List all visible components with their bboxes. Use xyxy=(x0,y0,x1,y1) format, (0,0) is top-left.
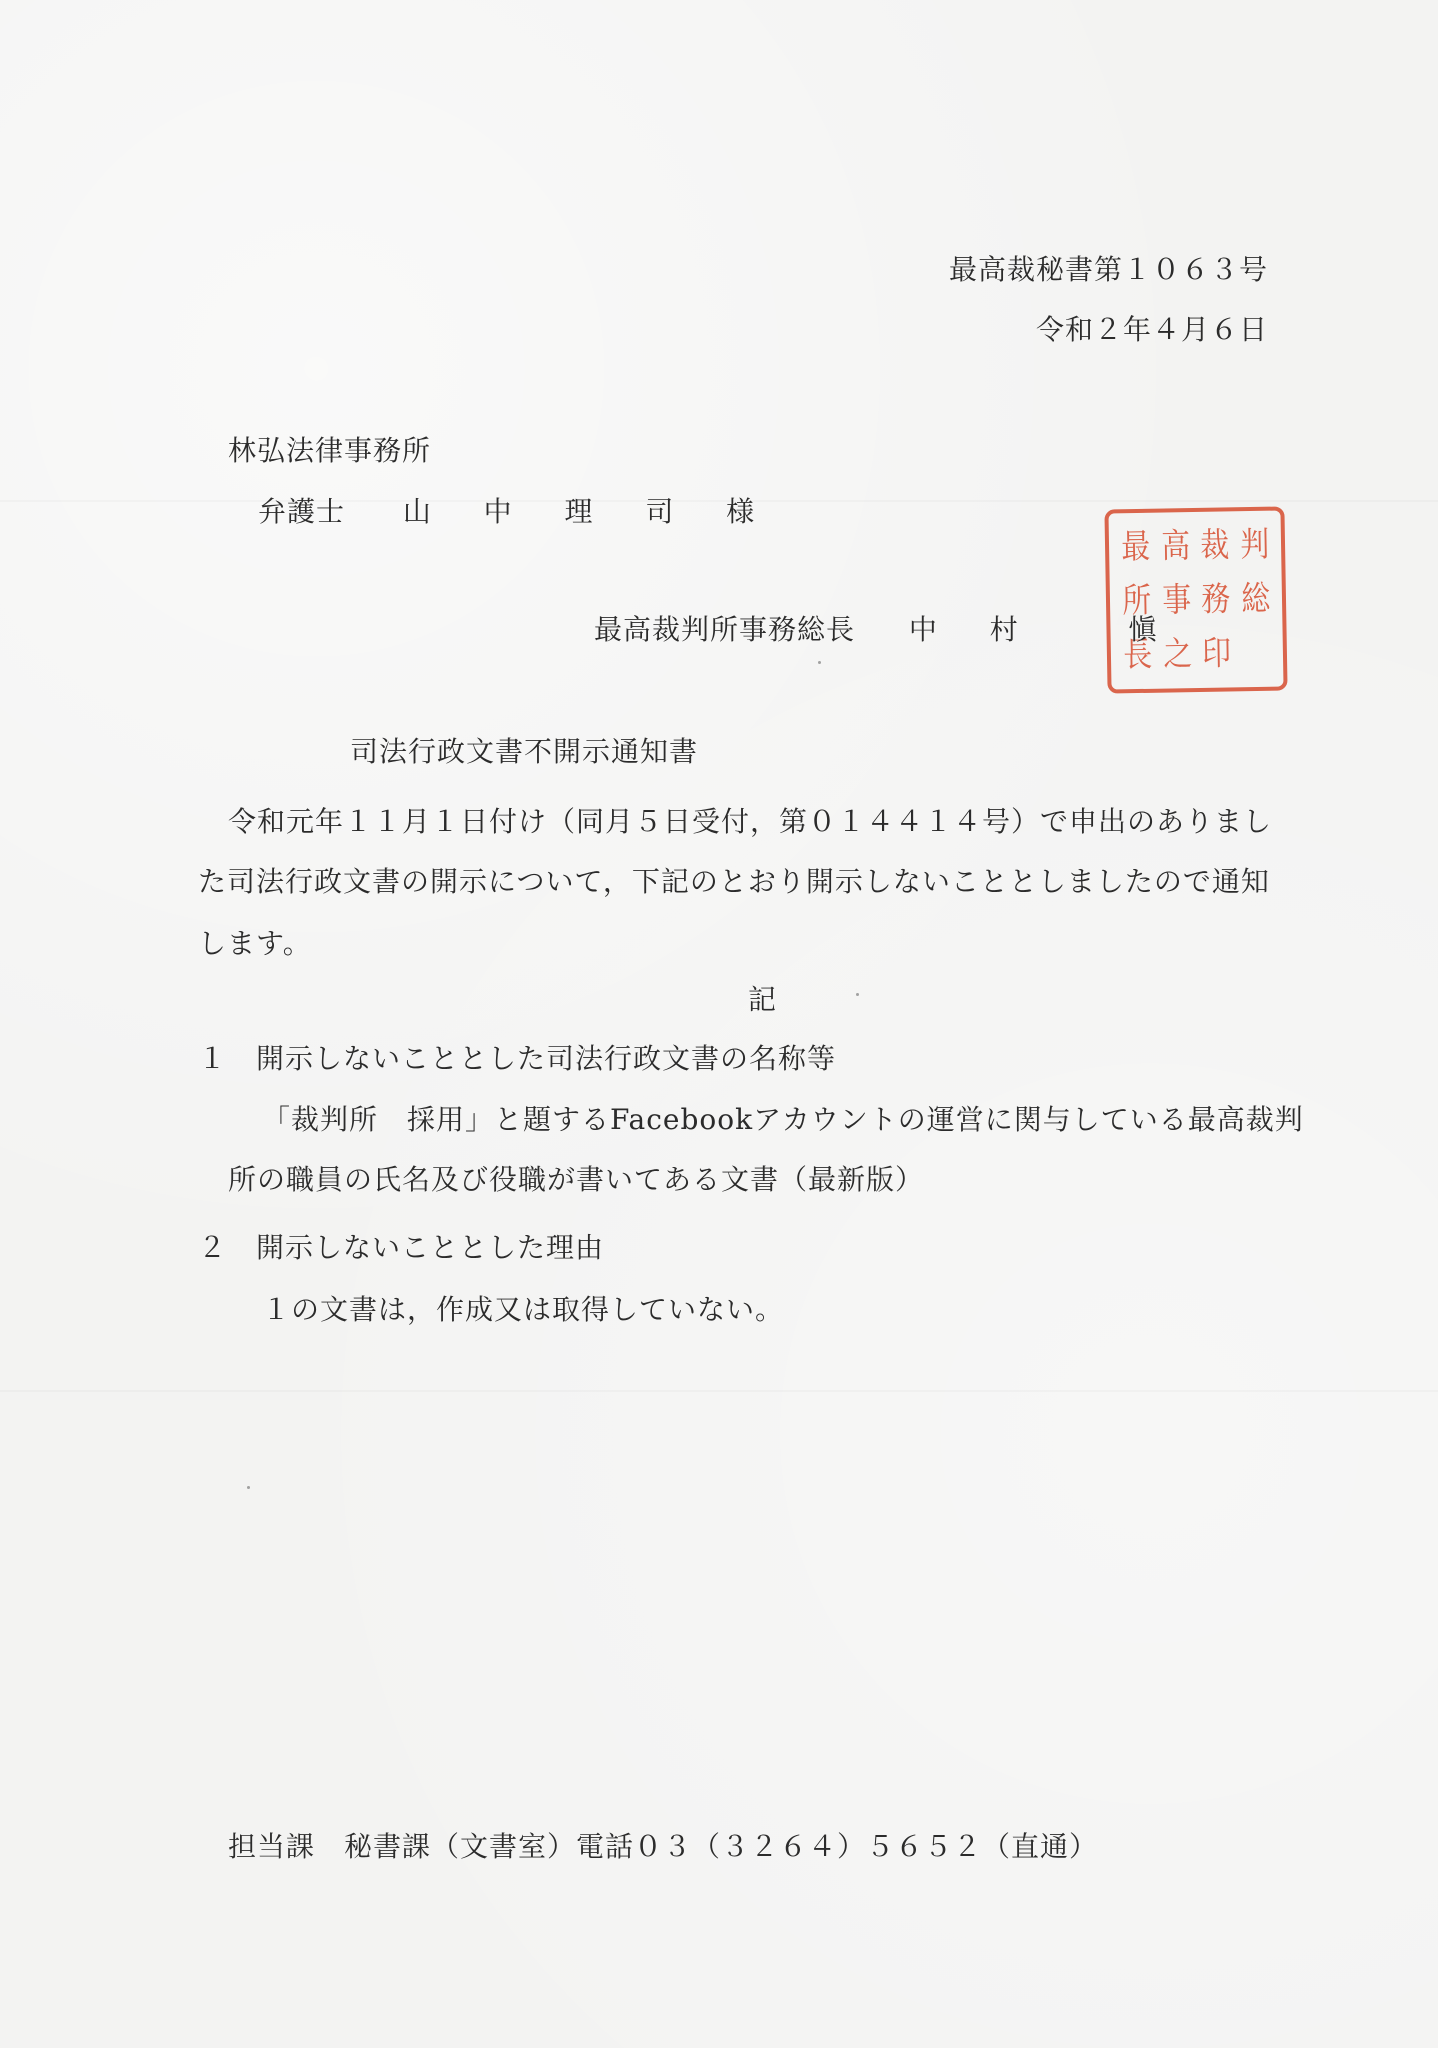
item1-line: 「裁判所 採用」と題するFacebookアカウントの運営に関与している最高裁判 xyxy=(262,1103,1304,1136)
seal-char: 高 xyxy=(1160,526,1191,567)
body-line: します。 xyxy=(198,927,312,960)
document-date: 令和２年４月６日 xyxy=(1035,313,1268,346)
document-title: 司法行政文書不開示通知書 xyxy=(350,735,699,768)
seal-char: 務 xyxy=(1200,579,1231,620)
seal-char: 印 xyxy=(1201,633,1232,674)
paper-speck xyxy=(856,993,859,996)
seal-char: 総 xyxy=(1240,578,1271,620)
sender-name-char: 中 xyxy=(908,613,938,646)
seal-char: 裁 xyxy=(1200,525,1230,566)
seal-char: 事 xyxy=(1161,580,1192,621)
addressee-name-char: 山 xyxy=(402,495,432,528)
addressee-name-char: 司 xyxy=(645,495,675,528)
sender-name-char: 村 xyxy=(989,613,1019,646)
addressee-honorific: 様 xyxy=(726,495,756,528)
item1-heading: １ 開示しないこととした司法行政文書の名称等 xyxy=(198,1042,837,1075)
ki-heading: 記 xyxy=(748,983,778,1016)
seal-char: 最 xyxy=(1121,526,1151,568)
seal-characters xyxy=(1117,519,1276,682)
document-number: 最高裁秘書第１０６３号 xyxy=(948,253,1268,286)
sender-name-char: 愼 xyxy=(1128,613,1158,646)
sender-line xyxy=(594,613,1158,646)
official-seal xyxy=(1104,506,1287,693)
paper-speck xyxy=(818,661,821,664)
addressee-name-char: 理 xyxy=(564,495,594,528)
seal-char: 之 xyxy=(1162,634,1192,675)
addressee-title: 弁護士 xyxy=(258,495,346,528)
seal-char: 所 xyxy=(1121,580,1152,622)
item2-line: １の文書は，作成又は取得していない。 xyxy=(262,1293,785,1326)
body-line: た司法行政文書の開示について，下記のとおり開示しないこととしましたので通知 xyxy=(198,865,1270,898)
seal-char: 長 xyxy=(1122,634,1153,676)
seal-char: 判 xyxy=(1239,524,1270,566)
body-line: 令和元年１１月１日付け（同月５日受付，第０１４４１４号）で申出のありまし xyxy=(228,805,1273,838)
item1-line: 所の職員の氏名及び役職が書いてある文書（最新版） xyxy=(228,1163,925,1196)
addressee-name-char: 中 xyxy=(483,495,513,528)
addressee-line xyxy=(258,495,756,528)
seal-char xyxy=(1240,627,1273,680)
sender-title: 最高裁判所事務総長 xyxy=(594,613,856,646)
contact-info: 担当課 秘書課（文書室）電話０３（３２６４）５６５２（直通） xyxy=(228,1830,1099,1863)
paper-speck xyxy=(247,1486,250,1489)
item2-heading: ２ 開示しないこととした理由 xyxy=(198,1231,605,1264)
addressee-firm: 林弘法律事務所 xyxy=(228,434,432,467)
paper-fold xyxy=(0,1390,1438,1392)
